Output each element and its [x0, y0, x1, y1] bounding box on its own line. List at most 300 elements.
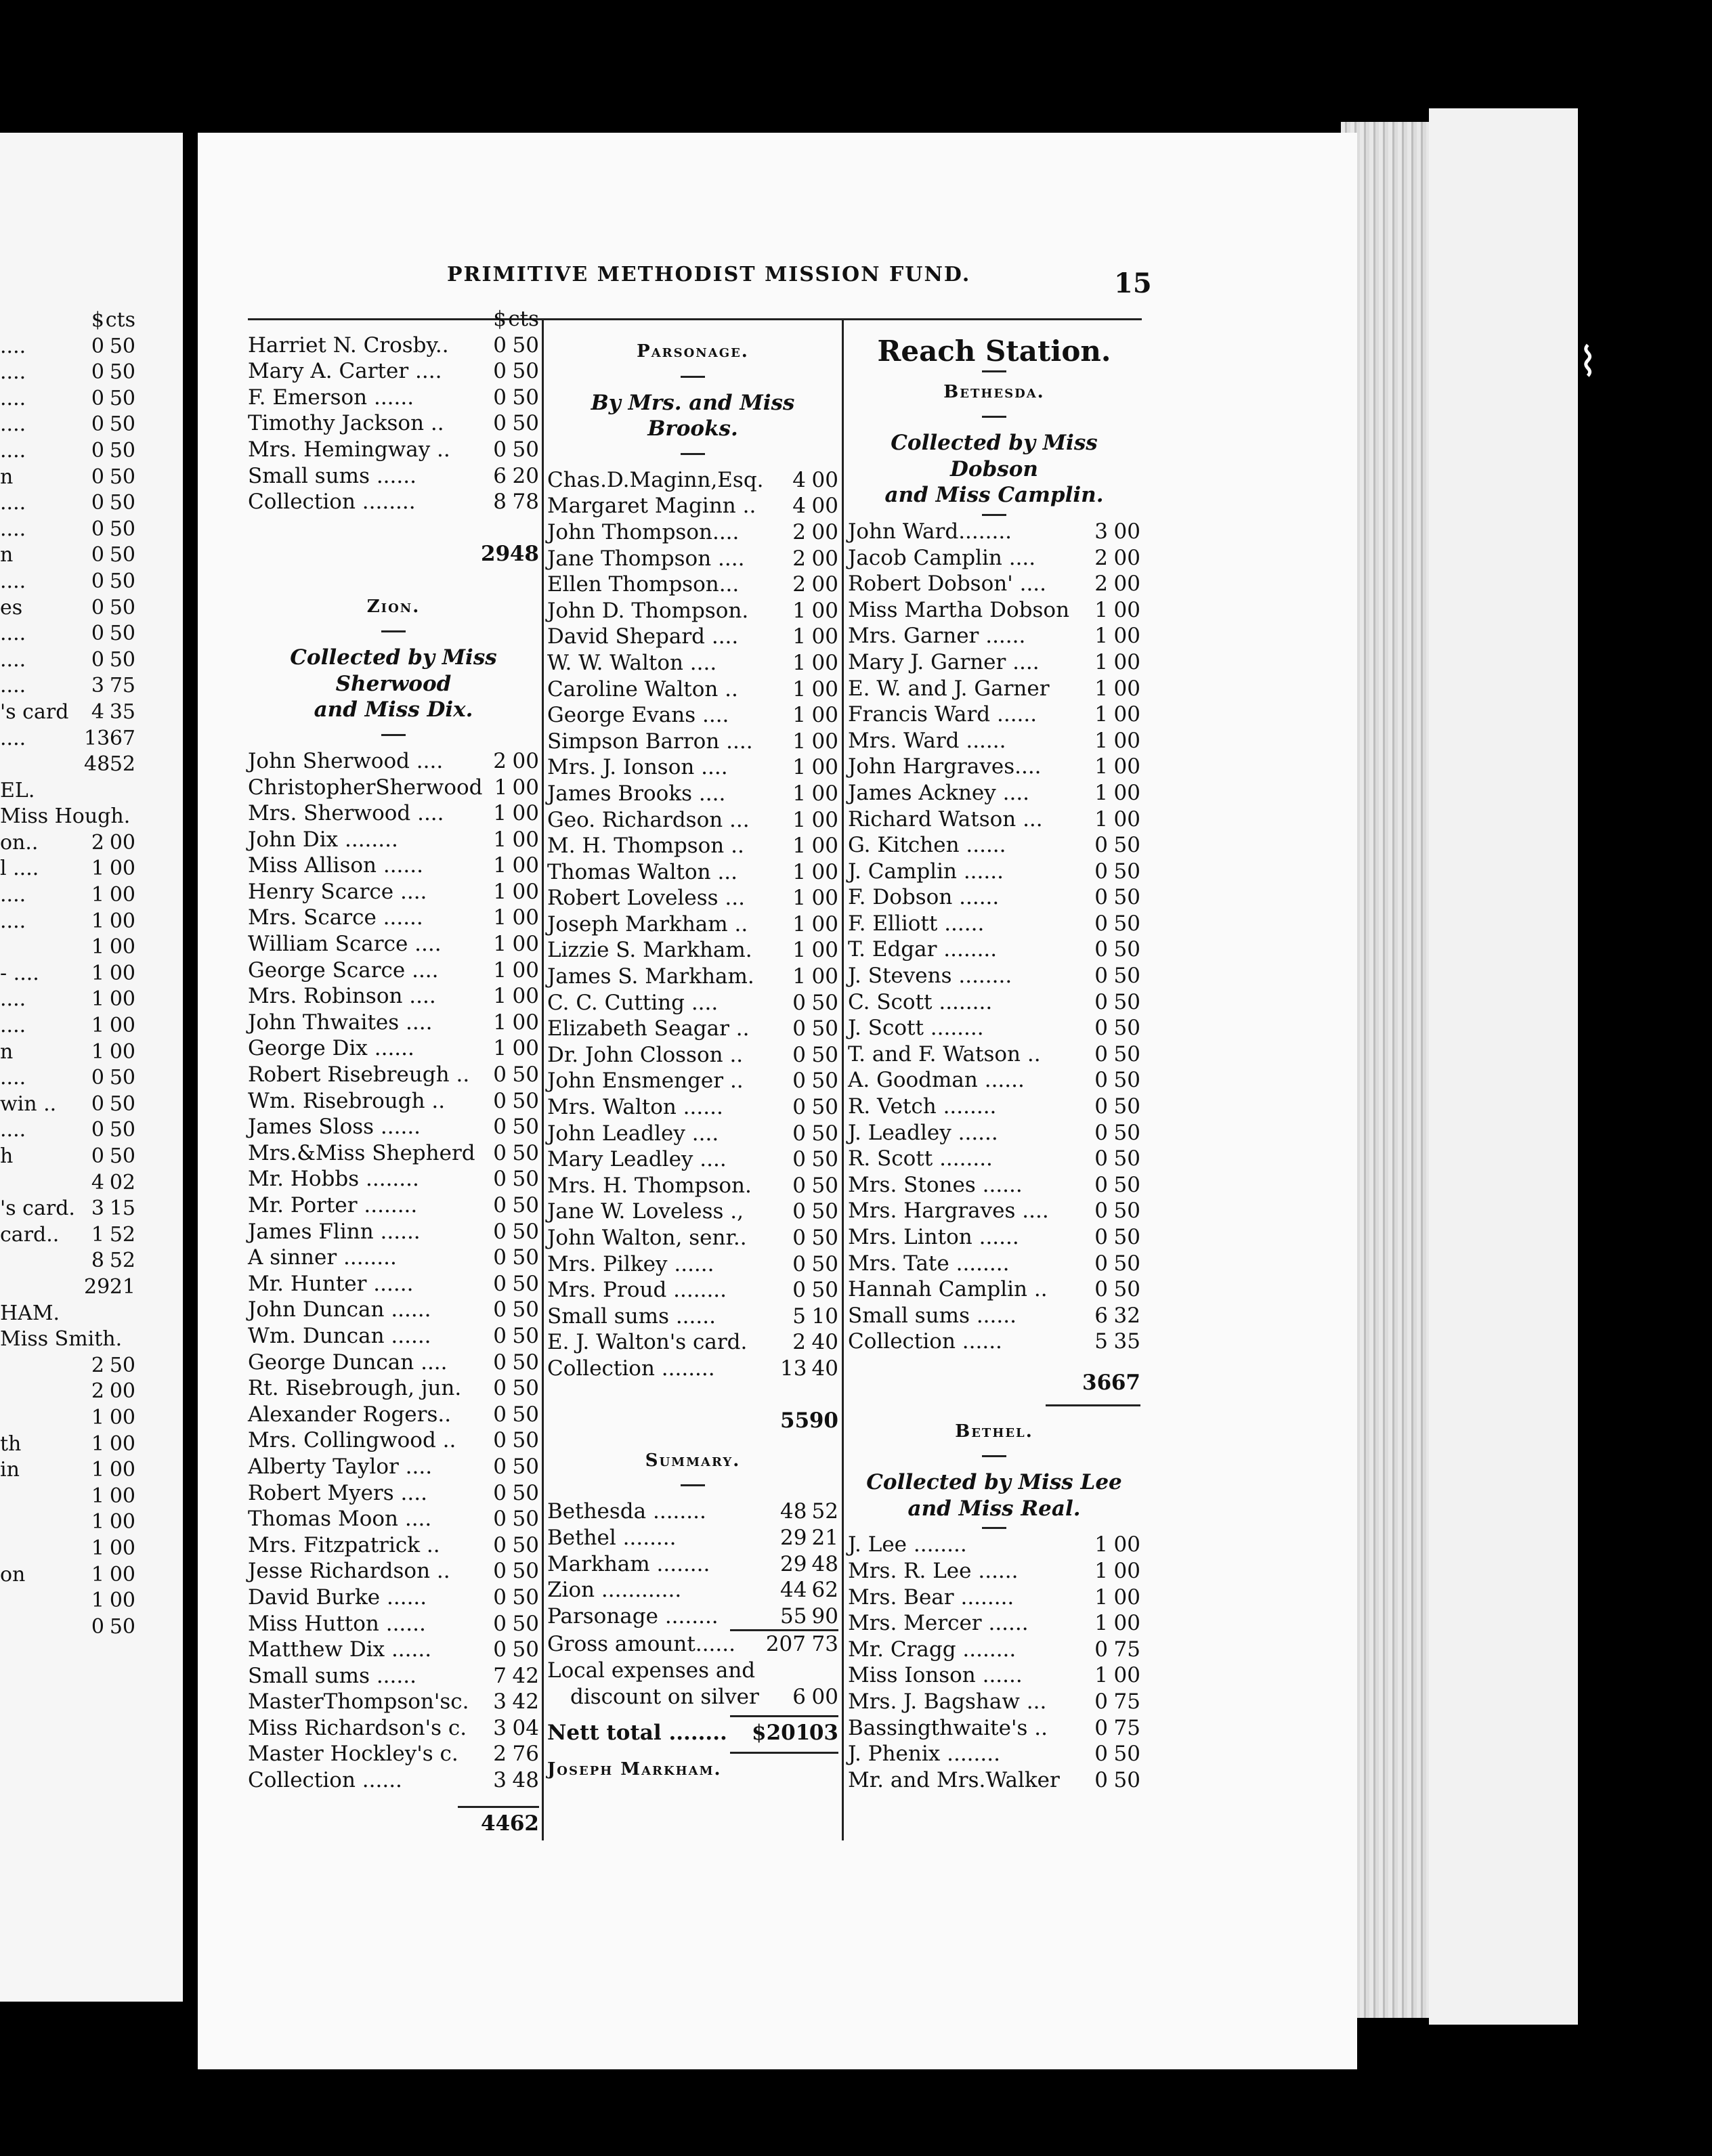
entry-dollars: 0: [1094, 1068, 1108, 1093]
entry-cents: 00: [109, 1562, 135, 1587]
entry-dollars: 0: [493, 332, 507, 358]
list-item: [0, 726, 135, 752]
entry-dollars: 3: [493, 1768, 507, 1793]
entry-dollars: 1: [792, 703, 806, 728]
total-row: 29 48: [481, 542, 539, 567]
list-item: [547, 1016, 838, 1042]
entry-name: R. Vetch ........: [848, 1094, 997, 1119]
list-item: [0, 1092, 135, 1118]
entry-name: John Ward........: [848, 519, 1012, 544]
list-item: [0, 987, 135, 1013]
entry-name: Lizzie S. Markham.: [547, 938, 752, 963]
list-item: [848, 754, 1140, 780]
entry-cents: 50: [512, 332, 539, 358]
list-item: [848, 989, 1140, 1016]
list-item: [848, 1584, 1140, 1611]
entry-name: ....: [0, 726, 26, 750]
entry-dollars: [84, 778, 104, 804]
list-item: [248, 1271, 539, 1297]
entry-dollars: 2: [493, 748, 507, 773]
entry-dollars: 1: [1094, 624, 1108, 649]
entry-dollars: 1: [493, 905, 507, 930]
entry-cents: 00: [109, 1458, 135, 1482]
entry-name: Small sums ......: [248, 1663, 416, 1688]
list-item: [0, 1039, 135, 1066]
entry-name: ....: [0, 438, 26, 462]
list-item: [0, 882, 135, 909]
entry-cents: 50: [1113, 1225, 1140, 1249]
list-zion-part-a: [248, 332, 539, 515]
entry-name: ....: [0, 517, 26, 541]
entry-cents: 40: [811, 1330, 838, 1355]
list-item: [848, 1041, 1140, 1068]
entry-name: es: [0, 595, 23, 620]
entry-dollars: 2: [792, 572, 806, 597]
entry-name: J. Lee ........: [848, 1532, 967, 1557]
list-item: [248, 1637, 539, 1663]
entry-dollars: 0: [493, 1454, 507, 1479]
list-item: [547, 676, 838, 703]
entry-cents: 50: [512, 1088, 539, 1113]
entry-dollars: 0: [1094, 1016, 1108, 1041]
entry-cents: 50: [512, 1559, 539, 1584]
entry-name: A sinner ........: [248, 1245, 397, 1270]
entry-name: T. Edgar ........: [848, 937, 998, 962]
entry-dollars: 1: [91, 1039, 104, 1064]
entry-dollars: 48: [84, 752, 110, 777]
total-rule: [730, 1752, 838, 1754]
list-item: [0, 856, 135, 882]
entry-name: Robert Myers ....: [248, 1480, 427, 1505]
entry-name: Mrs. Garner ......: [848, 624, 1026, 649]
entry-dollars: 1: [1094, 780, 1108, 805]
list-item: [248, 1062, 539, 1088]
list-item: [547, 937, 838, 964]
list-item: [0, 1248, 135, 1274]
entry-name: Mrs. J. Ionson ....: [547, 755, 728, 780]
entry-name: Mary Leadley ....: [547, 1147, 727, 1172]
entry-cents: 00: [1113, 545, 1140, 570]
facing-page: [0, 133, 183, 2002]
entry-cents: 50: [811, 1042, 838, 1067]
list-item: [547, 1121, 838, 1147]
divider: [381, 630, 406, 632]
entry-name: Jesse Richardson ..: [248, 1559, 450, 1584]
entry-name: Miss Ionson ......: [848, 1663, 1023, 1688]
entry-dollars: 0: [91, 386, 104, 410]
entry-cents: 50: [512, 1532, 539, 1557]
entry-cents: 00: [811, 598, 838, 623]
list-item: [848, 1094, 1140, 1120]
entry-name: Mrs. Bear ........: [848, 1584, 1014, 1610]
entry-dollars: 0: [493, 1193, 507, 1217]
list-item: [848, 728, 1140, 754]
list-item: [547, 1225, 838, 1251]
list-item: [547, 1094, 838, 1121]
entry-dollars: 1: [91, 935, 104, 960]
list-item: [547, 546, 838, 572]
entry-name: in: [0, 1458, 20, 1482]
entry-cents: 50: [512, 1167, 539, 1192]
list-item: [0, 517, 135, 543]
list-item: [248, 1166, 539, 1192]
entry-dollars: 5: [1094, 1329, 1108, 1354]
entry-cents: 00: [811, 886, 838, 911]
entry-name: James Sloss ......: [248, 1115, 421, 1140]
list-item: [248, 1715, 539, 1742]
list-item: [0, 1274, 135, 1301]
entry-dollars: 0: [1094, 1251, 1108, 1276]
entry-dollars: 0: [792, 990, 806, 1015]
scanner-mark: ⌇: [1578, 339, 1598, 386]
entry-dollars: 0: [91, 543, 104, 567]
entry-name: James Brooks ....: [547, 781, 726, 806]
entry-name: E. J. Walton's card.: [547, 1330, 748, 1355]
list-item: [248, 1767, 539, 1794]
entry-name: ....: [0, 622, 26, 646]
entry-dollars: 0: [493, 1062, 507, 1087]
list-item: [547, 1577, 838, 1603]
entry-dollars: 0: [1094, 989, 1108, 1014]
entry-cents: 50: [811, 1226, 838, 1250]
list-item: [848, 1558, 1140, 1584]
entry-dollars: 1: [494, 775, 508, 800]
entry-name: Alexander Rogers..: [248, 1402, 452, 1427]
entry-name: John Leadley ....: [547, 1121, 719, 1146]
entry-name: J. Phenix ........: [848, 1742, 1000, 1767]
section-heading: Zion.: [366, 596, 421, 617]
list-item: [848, 571, 1140, 597]
entry-cents: 50: [811, 1069, 838, 1094]
entry-cents: 50: [109, 1353, 135, 1377]
entry-name: George Scarce ....: [248, 957, 439, 983]
entry-cents: 00: [811, 729, 838, 754]
entry-name: George Dix ......: [248, 1036, 414, 1061]
entry-name: Robert Loveless ...: [547, 886, 745, 911]
entry-dollars: 1: [91, 987, 104, 1012]
entry-cents: 00: [1113, 702, 1140, 727]
list-item: [248, 358, 539, 385]
entry-dollars: 0: [792, 1016, 806, 1041]
list-item: [0, 961, 135, 987]
collector-line: By Mrs. and Miss Brooks.: [591, 390, 795, 441]
entry-dollars: 5: [792, 1303, 806, 1329]
entry-dollars: 29: [84, 1274, 110, 1299]
entry-cents: 21: [109, 1274, 135, 1299]
entry-cents: 78: [512, 490, 539, 515]
entry-dollars: 0: [1094, 1041, 1108, 1066]
list-item: [547, 1146, 838, 1173]
entry-cents: 50: [1113, 1016, 1140, 1041]
entry-cents: 50: [109, 360, 135, 385]
list-item: [848, 1715, 1140, 1742]
list-summary: [547, 1499, 838, 1629]
divider: [982, 370, 1006, 372]
list-item: [848, 676, 1140, 702]
list-item: [0, 334, 135, 360]
entry-cents: 62: [811, 1578, 838, 1603]
entry-dollars: 4: [792, 494, 806, 519]
list-item: [248, 1663, 539, 1689]
entry-name: [0, 1536, 84, 1562]
list-item: [848, 1224, 1140, 1251]
entry-name: George Evans ....: [547, 703, 729, 728]
entry-name: Collection ........: [248, 490, 416, 515]
entry-cents: 50: [512, 1271, 539, 1296]
list-item: [248, 1611, 539, 1637]
entry-name: [0, 1274, 84, 1301]
list-item: [0, 699, 135, 726]
list-item: [547, 859, 838, 886]
entry-name: 's card: [0, 699, 69, 724]
collector-line: and Miss Dix.: [314, 697, 473, 723]
list-item: [248, 1480, 539, 1507]
entry-dollars: 2: [792, 519, 806, 544]
entry-cents: 50: [1113, 1094, 1140, 1119]
entry-dollars: 1: [1094, 649, 1108, 674]
list-item: [848, 1689, 1140, 1715]
entry-name: J. Leadley ......: [848, 1120, 998, 1145]
entry-dollars: 1: [792, 886, 806, 911]
list-item: [0, 778, 135, 804]
entry-dollars: 0: [493, 1559, 507, 1584]
entry-name: ....: [0, 412, 26, 437]
entry-cents: 50: [811, 1278, 838, 1303]
entry-cents: 00: [512, 932, 539, 957]
entry-dollars: 0: [493, 1480, 507, 1505]
entry-cents: 10: [811, 1303, 838, 1329]
entry-cents: 04: [512, 1715, 539, 1740]
list-item: [248, 385, 539, 411]
entry-dollars: 0: [91, 438, 104, 462]
entry-name: Joseph Markham ..: [547, 911, 748, 936]
entry-cents: 00: [811, 467, 838, 492]
entry-cents: 00: [1113, 597, 1140, 622]
entry-name: Mr. Cragg ........: [848, 1637, 1016, 1662]
list-item: [848, 963, 1140, 989]
entry-cents: 00: [109, 1431, 135, 1456]
divider: [681, 453, 705, 455]
list-item: [0, 1457, 135, 1484]
entry-dollars: 1: [91, 1014, 104, 1038]
list-item: [0, 412, 135, 438]
list-item: [547, 1042, 838, 1069]
station-title: Reach Station.: [877, 335, 1111, 368]
entry-name: ....: [0, 1014, 26, 1038]
list-item: [0, 1379, 135, 1405]
entry-cents: 50: [109, 647, 135, 672]
entry-dollars: 0: [493, 1611, 507, 1636]
entry-name: [0, 1379, 84, 1405]
entry-cents: 52: [109, 1249, 135, 1273]
entry-name: Simpson Barron ....: [547, 729, 753, 754]
list-item: [848, 623, 1140, 649]
entry-cents: 75: [1113, 1637, 1140, 1662]
list-item: [547, 1173, 838, 1199]
entry-name: Francis Ward ......: [848, 702, 1037, 727]
entry-cents: 50: [512, 385, 539, 410]
entry-cents: 00: [811, 859, 838, 884]
entry-cents: 00: [1113, 1611, 1140, 1636]
entry-name: [0, 307, 84, 334]
entry-name: E. W. and J. Garner: [848, 676, 1050, 701]
entry-name: Caroline Walton ..: [547, 676, 738, 702]
entry-cents: 50: [109, 517, 135, 541]
entry-dollars: 1: [792, 781, 806, 806]
entry-dollars: 0: [792, 1173, 806, 1198]
entry-name: ....: [0, 674, 26, 698]
entry-cents: 50: [811, 1199, 838, 1224]
collector-line: and Miss Camplin.: [884, 483, 1104, 508]
list-item: [547, 572, 838, 598]
list-item: [0, 934, 135, 961]
entry-name: Master Hockley's c.: [248, 1742, 458, 1767]
entry-cents: 50: [1113, 885, 1140, 910]
list-item: [248, 1427, 539, 1454]
entry-name: on..: [0, 830, 39, 855]
entry-cents: 50: [1113, 1277, 1140, 1302]
entry-name: l ....: [0, 857, 39, 881]
list-item: [248, 775, 539, 801]
entry-name: Mrs. Proud ........: [547, 1278, 727, 1303]
entry-dollars: 1: [792, 755, 806, 780]
entry-dollars: 0: [792, 1278, 806, 1303]
entry-dollars: 1: [91, 1536, 104, 1560]
entry-dollars: 1: [493, 932, 507, 957]
divider: [982, 1455, 1006, 1457]
entry-cents: 00: [811, 519, 838, 544]
list-item: [848, 1251, 1140, 1277]
entry-name: R. Scott ........: [848, 1146, 993, 1171]
section-heading: Parsonage.: [637, 341, 749, 362]
entry-name: John D. Thompson.: [547, 598, 749, 623]
list-item: [848, 806, 1140, 833]
list-item: [0, 752, 135, 778]
list-item: [848, 1120, 1140, 1146]
entry-name: [0, 1170, 84, 1196]
facing-page-list: [0, 307, 135, 1640]
entry-dollars: 0: [1094, 859, 1108, 884]
entry-cents: 00: [512, 879, 539, 904]
entry-cents: 00: [811, 755, 838, 780]
list-item: [848, 545, 1140, 572]
entry-dollars: 0: [1094, 964, 1108, 989]
entry-cents: 00: [512, 1010, 539, 1035]
entry-dollars: 0: [91, 622, 104, 646]
entry-cents: 50: [109, 543, 135, 567]
entry-cents: 00: [109, 883, 135, 907]
entry-name: card..: [0, 1222, 60, 1247]
column-rule-2: [842, 320, 844, 1840]
entry-cents: 00: [811, 624, 838, 649]
entry-cents: [127, 1327, 135, 1353]
section-heading: Bethesda.: [943, 381, 1045, 402]
book-cover-edge: [1429, 108, 1578, 2025]
entry-name: Collection ......: [248, 1768, 402, 1793]
entry-dollars: 0: [792, 1147, 806, 1172]
total-rule: [730, 1715, 838, 1717]
section-heading: Bethel.: [955, 1421, 1033, 1442]
entry-cents: 00: [1113, 1532, 1140, 1557]
list-item: [248, 1558, 539, 1584]
entry-dollars: 0: [91, 517, 104, 541]
entry-name: Miss Allison ......: [248, 853, 423, 878]
entry-name: David Burke ......: [248, 1584, 427, 1610]
entry-name: M. H. Thompson ..: [547, 834, 744, 859]
list-item: [547, 833, 838, 859]
list-item: [547, 911, 838, 938]
entry-cents: 00: [109, 909, 135, 933]
entry-cents: 00: [1113, 754, 1140, 779]
entry-cents: cts: [105, 308, 135, 332]
list-item: [848, 1276, 1140, 1303]
entry-name: Robert Risebreugh ..: [248, 1062, 470, 1087]
list-item: [547, 964, 838, 990]
entry-name: Ellen Thompson...: [547, 572, 740, 597]
entry-cents: 00: [811, 494, 838, 519]
entry-cents: 35: [1113, 1329, 1140, 1354]
entry-name: Robert Dobson' ....: [848, 572, 1047, 597]
entry-dollars: 0: [792, 1069, 806, 1094]
entry-dollars: 1: [493, 1036, 507, 1061]
entry-name: ChristopherSherwood: [248, 775, 483, 800]
list-item: [248, 437, 539, 463]
list-bethesda: [848, 519, 1140, 1355]
entry-cents: 00: [512, 957, 539, 983]
nett-total-row: Nett total ........ $201 03: [547, 1721, 838, 1746]
entry-cents: 20: [512, 463, 539, 488]
entry-dollars: 1: [792, 807, 806, 832]
entry-dollars: 1: [91, 1431, 104, 1456]
entry-dollars: 0: [493, 1428, 507, 1453]
list-item: [248, 489, 539, 515]
list-item: [0, 490, 135, 517]
entry-dollars: 1: [91, 1589, 104, 1613]
entry-name: ....: [0, 909, 26, 933]
entry-name: [0, 1484, 84, 1510]
entry-dollars: 29: [780, 1525, 807, 1550]
list-item: [248, 1192, 539, 1219]
entry-dollars: 0: [1094, 1172, 1108, 1197]
entry-cents: 00: [512, 984, 539, 1009]
list-item: [848, 1172, 1140, 1199]
entry-name: John Walton, senr..: [547, 1226, 747, 1250]
entry-dollars: 1: [91, 1405, 104, 1429]
entry-cents: 48: [512, 1768, 539, 1793]
list-item: [547, 1277, 838, 1303]
column-1: [248, 306, 539, 1836]
entry-cents: 00: [109, 1510, 135, 1534]
entry-cents: 52: [109, 1222, 135, 1247]
entry-dollars: 1: [1094, 597, 1108, 622]
entry-name: [0, 752, 84, 778]
entry-dollars: 1: [493, 827, 507, 852]
entry-dollars: 0: [1094, 1199, 1108, 1224]
entry-cents: 00: [512, 748, 539, 773]
entry-dollars: 0: [493, 1323, 507, 1348]
entry-name: Miss Hutton ......: [248, 1611, 426, 1636]
entry-cents: 50: [1113, 859, 1140, 884]
entry-cents: 00: [109, 935, 135, 960]
list-item: [547, 990, 838, 1016]
entry-name: F. Dobson ......: [848, 885, 1000, 910]
list-item: [547, 885, 838, 911]
entry-cents: 50: [811, 1121, 838, 1146]
entry-name: Mrs. Ward ......: [848, 728, 1006, 753]
entry-name: David Shepard ....: [547, 624, 739, 649]
entry-dollars: 0: [493, 437, 507, 462]
list-item: [0, 1509, 135, 1536]
